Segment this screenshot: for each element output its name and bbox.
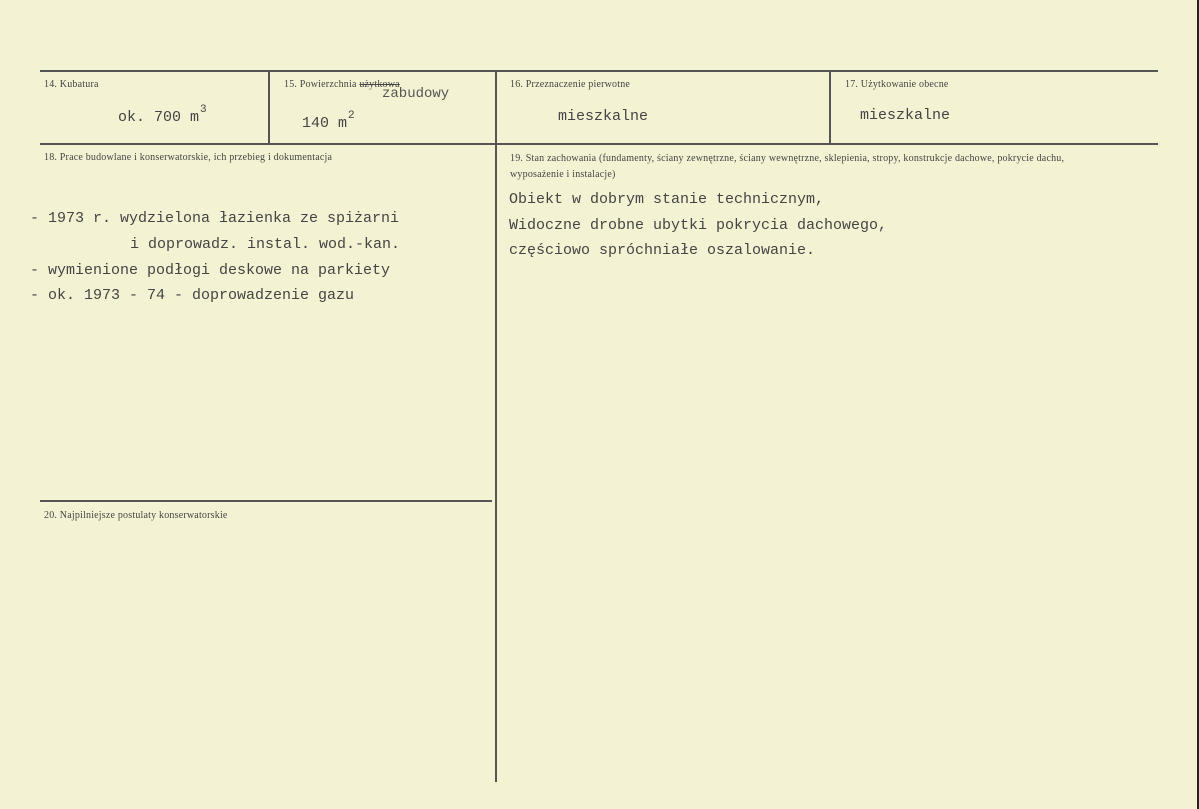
- field-14-label: 14. Kubatura: [44, 79, 99, 90]
- divider-16-17: [829, 72, 831, 143]
- field-19-line: Obiekt w dobrym stanie technicznym,: [509, 191, 825, 208]
- field-19-label: 19. Stan zachowania (fundamenty, ściany zewnętrzne, ściany wewnętrzne, sklepienia, stropy, konstrukcje dachowe, pokrycie dachu, wyposażenie i instalacje): [510, 153, 1065, 180]
- divider-14-15: [268, 72, 270, 143]
- field-17-value: mieszkalne: [860, 107, 951, 124]
- field-15-label-struck: użytkowa: [359, 79, 400, 90]
- field-15-label-prefix: 15. Powierzchnia: [284, 79, 357, 90]
- mid-rule: [40, 143, 1158, 145]
- field-14-value: [118, 104, 207, 126]
- field-20-label: 20. Najpilniejsze postulaty konserwatorskie: [44, 510, 228, 521]
- field-15-value: [302, 110, 355, 132]
- field-18-label: 18. Prace budowlane i konserwatorskie, ich przebieg i dokumentacja: [44, 152, 333, 163]
- field-15-overtyped: zabudowy: [382, 86, 450, 102]
- field-14-unit-sup: 3: [200, 104, 207, 116]
- field-15-unit-sup: 2: [348, 110, 355, 122]
- field-15-value-text: 140 m: [302, 115, 348, 132]
- field-19-line: Widoczne drobne ubytki pokrycia dachowego,: [509, 217, 888, 234]
- field-19-line: częściowo spróchniałe oszalowanie.: [509, 242, 816, 259]
- divider-15-16: [495, 72, 497, 782]
- field-16-label: 16. Przeznaczenie pierwotne: [510, 79, 631, 90]
- field-18-line: - ok. 1973 - 74 - doprowadzenie gazu: [30, 287, 355, 304]
- field-18-line: - 1973 r. wydzielona łazienka ze spiżarni: [30, 210, 400, 227]
- top-rule: [40, 70, 1158, 72]
- field-17-label: 17. Użytkowanie obecne: [845, 79, 949, 90]
- field-18-line: - wymienione podłogi deskowe na parkiety: [30, 262, 391, 279]
- field-20-rule: [40, 500, 492, 502]
- field-16-value: mieszkalne: [558, 108, 649, 125]
- field-18-line: i doprowadz. instal. wod.-kan.: [130, 236, 401, 253]
- field-14-value-text: ok. 700 m: [118, 109, 200, 126]
